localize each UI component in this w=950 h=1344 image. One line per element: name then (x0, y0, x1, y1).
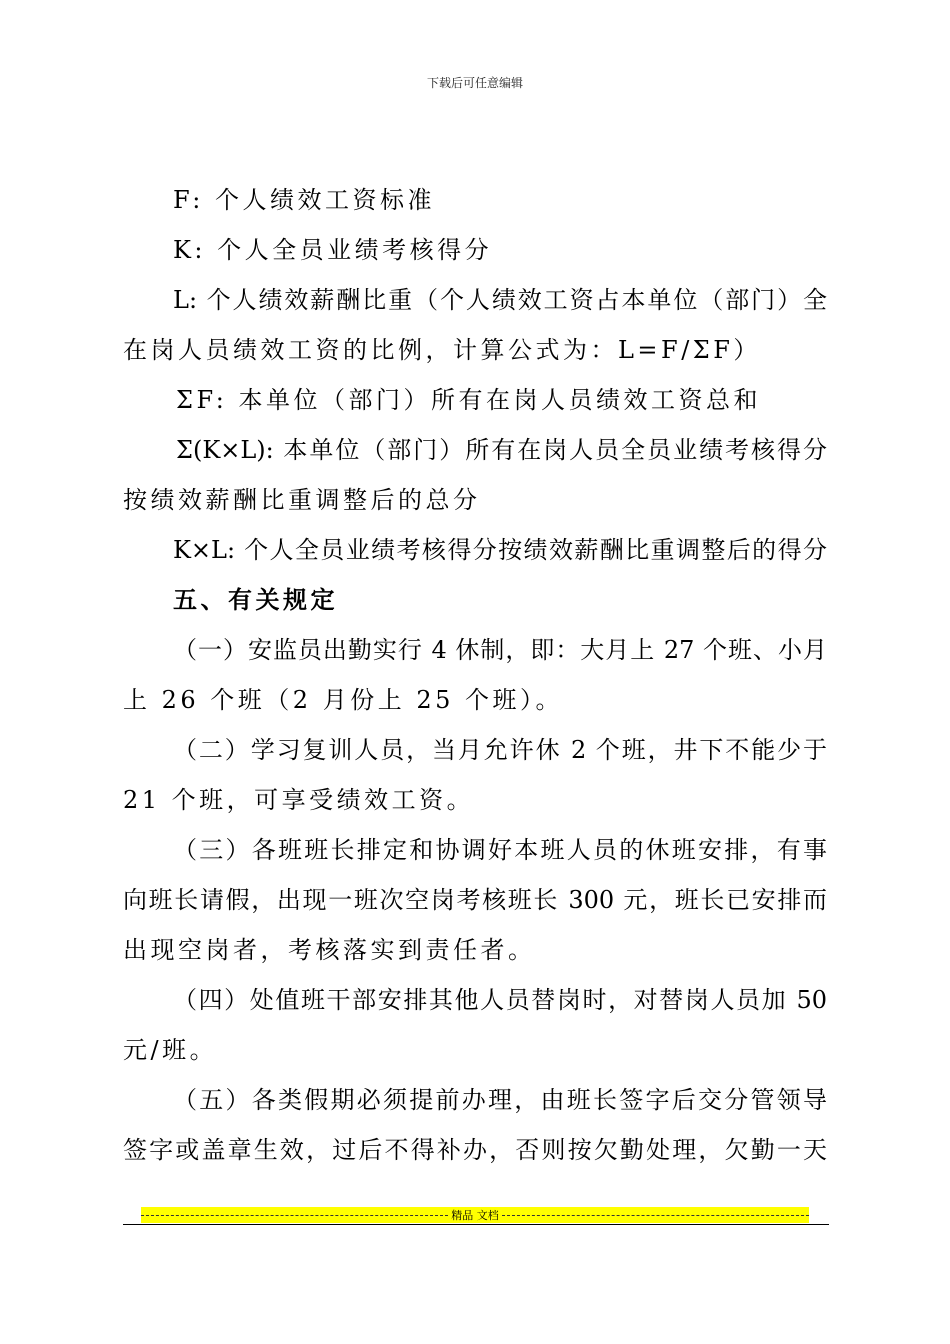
rule-5: （五）各类假期必须提前办理，由班长签字后交分管领导 (173, 1086, 827, 1114)
rule-1: （一）安监员出勤实行 4 休制，即：大月上 27 个班、小月 (173, 636, 827, 664)
definition-l-cont: 在岗人员绩效工资的比例，计算公式为：L=F/ΣF） (123, 336, 761, 364)
footer-dashes-right (502, 1207, 809, 1223)
rule-2-cont: 21 个班，可享受绩效工资。 (123, 786, 475, 814)
rule-3-cont-2: 出现空岗者，考核落实到责任者。 (123, 936, 536, 964)
section-heading: 五、有关规定 (173, 586, 338, 614)
definition-kl: K×L: 个人全员业绩考核得分按绩效薪酬比重调整后的得分 (173, 536, 827, 564)
rule-5-cont: 签字或盖章生效，过后不得补办，否则按欠勤处理，欠勤一天 (123, 1136, 827, 1164)
footer-dashes-left (141, 1207, 448, 1223)
rule-1-cont: 上 26 个班（2 月份上 25 个班）。 (123, 686, 563, 714)
page-header: 下载后可任意编辑 (426, 76, 523, 90)
rule-4: （四）处值班干部安排其他人员替岗时，对替岗人员加 50 (173, 986, 827, 1014)
rule-3: （三）各班班长排定和协调好本班人员的休班安排，有事 (173, 836, 827, 864)
definition-sum-f: ΣF: 本单位（部门）所有在岗人员绩效工资总和 (176, 386, 761, 414)
footer-highlight (141, 1207, 809, 1223)
definition-sum-kl-cont: 按绩效薪酬比重调整后的总分 (123, 486, 481, 514)
definition-sum-kl: Σ(K×L): 本单位（部门）所有在岗人员全员业绩考核得分 (176, 436, 827, 464)
definition-l: L: 个人绩效薪酬比重（个人绩效工资占本单位（部门）全 (173, 286, 827, 314)
footer-text: 精品 文档 (451, 1209, 499, 1222)
definition-k: K: 个人全员业绩考核得分 (173, 236, 493, 264)
rule-4-cont: 元/班。 (123, 1036, 218, 1064)
definition-f: F: 个人绩效工资标准 (173, 186, 436, 214)
rule-3-cont: 向班长请假，出现一班次空岗考核班长 300 元，班长已安排而 (123, 886, 827, 914)
footer-rule (123, 1224, 829, 1225)
rule-2: （二）学习复训人员，当月允许休 2 个班，井下不能少于 (173, 736, 827, 764)
